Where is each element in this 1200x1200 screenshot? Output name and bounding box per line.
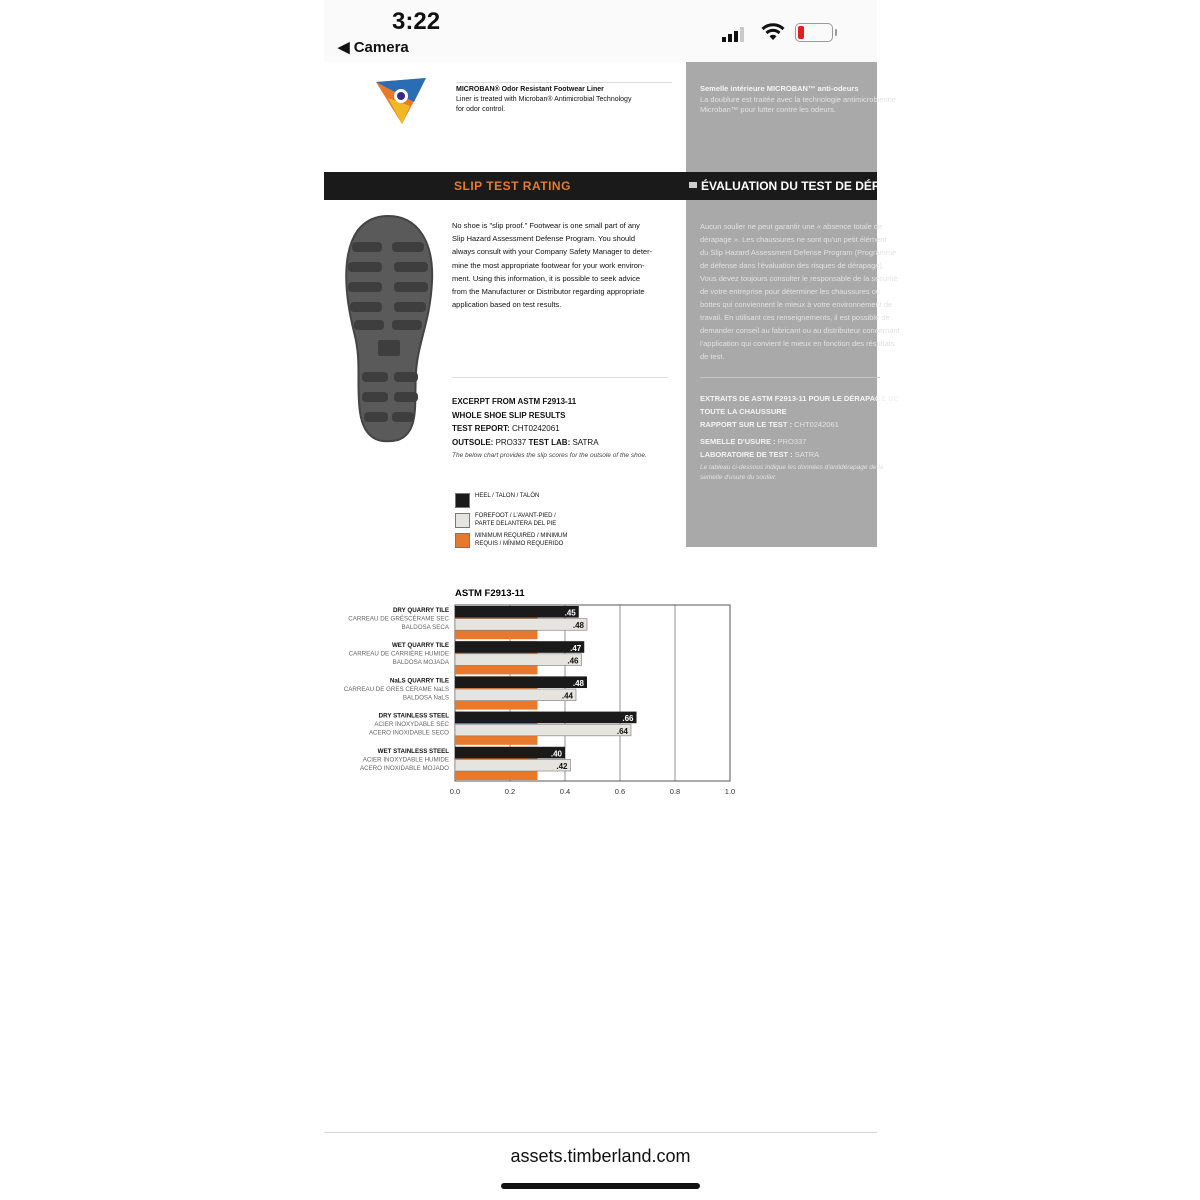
fr-lab-value: SATRA bbox=[794, 450, 820, 459]
microban-block bbox=[456, 82, 672, 115]
category-label: WET QUARRY TILE bbox=[391, 642, 449, 650]
microban-desc: for odor control. bbox=[456, 106, 506, 113]
category-label: BALDOSA NaLS bbox=[402, 694, 449, 702]
phone-screen bbox=[324, 0, 923, 1200]
french-column bbox=[686, 62, 900, 547]
fr-report-value: CHT0242061 bbox=[794, 420, 839, 429]
clock: 3:22 bbox=[392, 8, 441, 35]
home-indicator[interactable] bbox=[501, 1183, 700, 1189]
heel-value-label: .48 bbox=[572, 679, 584, 689]
fr-microban-desc: Microban™ pour lutter contre les odeurs. bbox=[700, 105, 836, 114]
chart-legend bbox=[455, 492, 567, 552]
forefoot-bar bbox=[455, 654, 582, 666]
fr-paragraph-line: l'application qui convient le mieux en fonction des résultats bbox=[700, 339, 895, 348]
legend-item bbox=[455, 492, 567, 512]
category-label: NaLS QUARRY TILE bbox=[389, 677, 449, 685]
fr-paragraph-line: travail. En utilisant ces renseignements, il est possible de bbox=[700, 313, 890, 322]
fr-flag-icon bbox=[689, 182, 697, 188]
back-arrow-icon: ◀ bbox=[338, 39, 350, 56]
divider bbox=[452, 377, 668, 378]
slip-test-rating-banner bbox=[324, 172, 923, 200]
slip-test-chart bbox=[324, 582, 877, 872]
fr-report-label: RAPPORT SUR LE TEST : bbox=[700, 420, 795, 429]
slip-disclaimer-paragraph bbox=[452, 219, 677, 311]
fr-lab-label: LABORATOIRE DE TEST : bbox=[700, 450, 795, 459]
paragraph-line: from the Manufacturer or Distributor regarding appropriate bbox=[452, 287, 645, 297]
lab-label: TEST LAB: bbox=[528, 437, 573, 447]
x-tick-label: 1.0 bbox=[724, 787, 736, 796]
url-display[interactable]: assets.timberland.com bbox=[510, 1146, 691, 1166]
fr-paragraph-line: dérapage ». Les chaussures ne sont qu'un petit élément bbox=[700, 235, 887, 244]
legend-label: REQUIS / MÍNIMO REQUERIDO bbox=[475, 541, 564, 547]
back-label: Camera bbox=[353, 39, 409, 56]
cellular-signal-icon bbox=[722, 24, 746, 42]
fr-note: Le tableau ci-dessous indique les données d'antidérapage de la bbox=[700, 464, 884, 471]
legend-item bbox=[455, 532, 567, 552]
report-value: CHT0242061 bbox=[512, 424, 560, 433]
legend-label: HEEL / TALON / TALÓN bbox=[475, 493, 540, 499]
category-label: DRY STAINLESS STEEL bbox=[378, 712, 449, 720]
microban-desc: Liner is treated with Microban® Antimicrobial Technology bbox=[456, 96, 632, 103]
category-label: WET STAINLESS STEEL bbox=[377, 747, 449, 755]
excerpt-line: EXCERPT FROM ASTM F2913-11 bbox=[452, 397, 577, 406]
legend-label: PARTE DELANTERA DEL PIE bbox=[475, 521, 557, 527]
forefoot-bar bbox=[455, 724, 631, 736]
fr-sole-label: SEMELLE D'USURE : bbox=[700, 437, 778, 446]
forefoot-value-label: .44 bbox=[561, 691, 573, 701]
heel-bar bbox=[455, 712, 637, 724]
chart-title: ASTM F2913-11 bbox=[455, 588, 525, 599]
fr-paragraph-line: bottes qui conviennent le mieux à votre environnement de bbox=[700, 300, 893, 309]
back-to-camera-button[interactable] bbox=[338, 38, 409, 56]
heel-bar bbox=[455, 641, 584, 653]
legend-swatch bbox=[455, 513, 470, 528]
lab-value: SATRA bbox=[572, 437, 599, 447]
forefoot-value-label: .64 bbox=[616, 726, 628, 736]
category-label: ACIER INOXYDABLE SEC bbox=[374, 721, 449, 729]
outsole-label: OUTSOLE: bbox=[452, 437, 496, 447]
forefoot-bar bbox=[455, 689, 576, 701]
legend-swatch bbox=[455, 493, 470, 508]
x-tick-label: 0.4 bbox=[559, 787, 571, 796]
category-label: BALDOSA SECA bbox=[401, 624, 449, 631]
heel-value-label: .66 bbox=[622, 714, 634, 724]
microban-logo-icon bbox=[374, 76, 428, 126]
heel-value-label: .47 bbox=[570, 643, 582, 653]
legend-label: MINIMUM REQUIRED / MINIMUM bbox=[475, 533, 568, 539]
fr-paragraph-line: de test. bbox=[700, 352, 725, 361]
microban-title: MICROBAN® Odor Resistant Footwear Liner bbox=[456, 86, 604, 93]
forefoot-value-label: .48 bbox=[572, 621, 584, 631]
x-tick-label: 0.8 bbox=[669, 787, 681, 796]
fr-paragraph-line: Aucun soulier ne peut garantir une « absence totale de bbox=[700, 222, 883, 231]
fr-note: semelle d'usure du soulier. bbox=[700, 474, 777, 481]
test-excerpt bbox=[452, 395, 647, 463]
spec-sheet-page bbox=[324, 62, 923, 1132]
fr-paragraph-line: Vous devez toujours consulter le responsable de la sécurité bbox=[700, 274, 898, 283]
paragraph-line: mine the most appropriate footwear for your work environ- bbox=[452, 260, 645, 270]
excerpt-note: The below chart provides the slip scores for the outsole of the shoe. bbox=[452, 452, 647, 459]
shoe-outsole-image bbox=[338, 212, 438, 444]
forefoot-value-label: .42 bbox=[556, 762, 568, 772]
banner-title-en: SLIP TEST RATING bbox=[454, 179, 571, 193]
report-label: TEST REPORT: bbox=[452, 424, 513, 433]
heel-value-label: .40 bbox=[550, 749, 562, 759]
paragraph-line: ment. Using this information, it is possible to seek advice bbox=[452, 273, 641, 283]
fr-paragraph bbox=[700, 220, 900, 363]
x-tick-label: 0.0 bbox=[449, 787, 461, 796]
heel-bar bbox=[455, 606, 579, 618]
fr-microban-title: Semelle intérieure MICROBAN™ anti-odeurs bbox=[700, 84, 859, 93]
category-label: ACERO INOXIDABLE SECO bbox=[368, 729, 449, 737]
category-label: DRY QUARRY TILE bbox=[392, 607, 449, 614]
banner-title-fr: ÉVALUATION DU TEST DE DÉRAPAGE bbox=[701, 179, 923, 193]
category-label: ACERO INOXIDABLE MOJADO bbox=[359, 764, 449, 772]
x-tick-label: 0.6 bbox=[614, 787, 626, 796]
fr-sole-value: PRO337 bbox=[777, 437, 807, 446]
fr-paragraph-line: du Slip Hazard Assessment Defense Program (Programme bbox=[700, 248, 897, 257]
forefoot-value-label: .46 bbox=[567, 656, 579, 666]
paragraph-line: Slip Hazard Assessment Defense Program. You should bbox=[452, 234, 636, 244]
heel-bar bbox=[455, 676, 587, 688]
legend-item bbox=[455, 512, 567, 532]
legend-swatch bbox=[455, 533, 470, 548]
category-label: ACIER INOXYDABLE HUMIDE bbox=[362, 756, 449, 764]
category-label: CARREAU DE CARRIÈRE HUMIDE bbox=[348, 650, 449, 658]
excerpt-line: WHOLE SHOE SLIP RESULTS bbox=[452, 410, 566, 420]
paragraph-line: No shoe is "slip proof." Footwear is one small part of any bbox=[452, 221, 640, 230]
battery-icon bbox=[795, 23, 833, 42]
x-tick-label: 0.2 bbox=[504, 787, 516, 796]
forefoot-bar bbox=[455, 619, 587, 631]
address-bar-divider bbox=[324, 1132, 877, 1133]
wifi-icon bbox=[760, 22, 786, 42]
heel-bar bbox=[455, 747, 565, 759]
category-label: CARREAU DE GRES CERAME NaLS bbox=[343, 685, 449, 693]
legend-label: FOREFOOT / L'AVANT-PIED / bbox=[475, 513, 556, 519]
fr-paragraph-line: demander conseil au fabricant ou au distributeur concernant bbox=[700, 326, 900, 335]
paragraph-line: application based on test results. bbox=[452, 300, 562, 310]
outsole-value: PRO337 bbox=[495, 437, 529, 447]
forefoot-bar bbox=[455, 759, 571, 771]
fr-paragraph-line: de votre entreprise pour déterminer les chaussures ou bbox=[700, 287, 881, 296]
paragraph-line: always consult with your Company Safety Manager to deter- bbox=[452, 247, 653, 257]
fr-excerpt-line: EXTRAITS DE ASTM F2913-11 POUR LE DÉRAPAGE DE bbox=[700, 394, 899, 403]
fr-paragraph-line: de défense dans l'évaluation des risques de dérapage). bbox=[700, 261, 885, 270]
category-label: BALDOSA MOJADA bbox=[392, 659, 449, 667]
status-bar bbox=[324, 0, 877, 62]
category-label: CARREAU DE GRÉSCÉRAME SEC bbox=[348, 615, 449, 623]
fr-microban-desc: La doublure est traitée avec la technologie antimicrobienne bbox=[700, 95, 896, 104]
heel-value-label: .45 bbox=[564, 608, 576, 618]
fr-excerpt-line: TOUTE LA CHAUSSURE bbox=[700, 407, 787, 416]
